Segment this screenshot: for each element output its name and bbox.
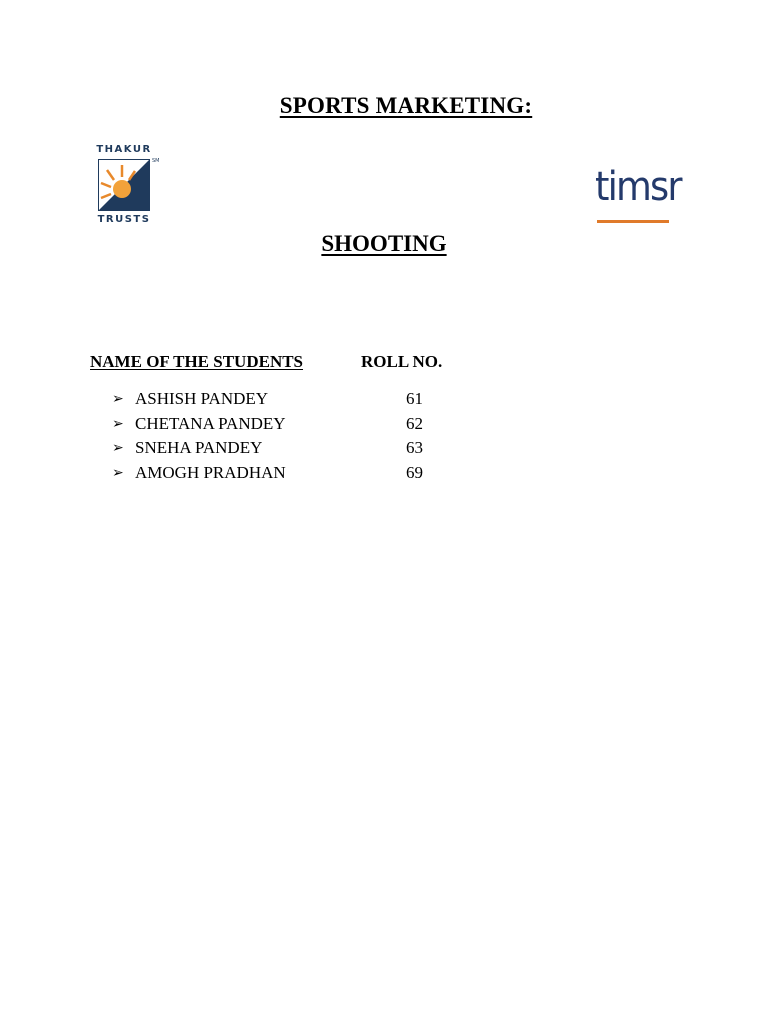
student-roll: 69	[406, 462, 423, 482]
timsr-logo-text: timsr	[595, 164, 681, 210]
list-item	[112, 414, 472, 439]
arrow-bullet-icon: ➢	[112, 415, 124, 432]
list-item	[112, 463, 472, 488]
arrow-bullet-icon: ➢	[112, 464, 124, 481]
logo-bottom-text: TRUSTS	[97, 214, 151, 225]
student-list	[112, 389, 472, 487]
document-subtitle: SHOOTING	[321, 231, 447, 256]
logo-mark: SM	[152, 158, 160, 164]
student-name: AMOGH PRADHAN	[135, 462, 286, 482]
timsr-logo	[595, 162, 681, 228]
list-item	[112, 438, 472, 463]
arrow-bullet-icon: ➢	[112, 440, 124, 456]
thakur-trusts-logo	[92, 144, 172, 228]
student-roll: 63	[406, 438, 423, 457]
students-column-header: NAME OF THE STUDENTS	[90, 352, 304, 371]
rising-sun-icon	[98, 159, 150, 211]
document-title: SPORTS MARKETING:	[279, 93, 533, 118]
student-roll: 61	[406, 389, 423, 408]
student-name: CHETANA PANDEY	[135, 413, 286, 433]
timsr-logo-underline	[597, 220, 669, 223]
arrow-bullet-icon: ➢	[112, 391, 124, 407]
logo-top-text: THAKUR	[96, 144, 152, 155]
list-item	[112, 389, 472, 414]
student-name: ASHISH PANDEY	[135, 389, 269, 408]
student-roll: 62	[406, 413, 423, 433]
roll-column-header: ROLL NO.	[361, 352, 443, 371]
student-name: SNEHA PANDEY	[135, 438, 263, 457]
